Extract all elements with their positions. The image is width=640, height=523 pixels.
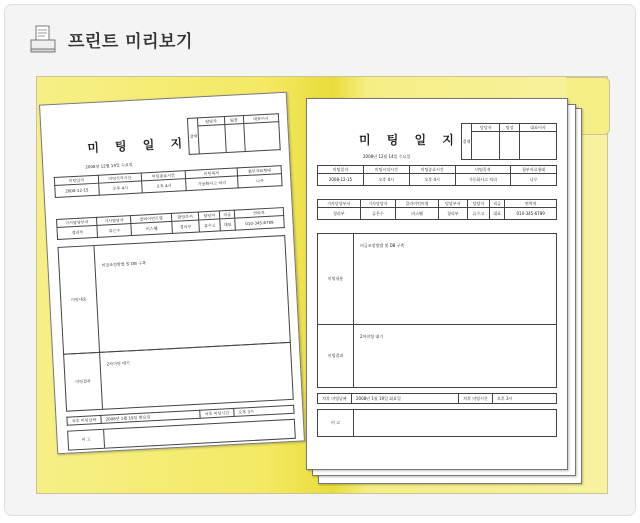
col-header: 미팅종료시간 <box>409 166 455 174</box>
memo-box <box>317 409 557 437</box>
next-time: 오후 3시 <box>493 394 557 404</box>
meeting-content-box <box>57 235 290 355</box>
approval-side-label: 결재 <box>462 124 472 160</box>
cell: 비스웰 <box>131 221 172 235</box>
col-header: 연락처 <box>505 200 557 208</box>
approval-col: 담당자 <box>472 124 500 132</box>
cell: 경리부 <box>438 208 467 220</box>
approval-table <box>187 113 281 155</box>
approval-col: 담당자 <box>197 117 224 126</box>
col-header: 기사담당부서 <box>57 217 98 227</box>
meeting-info-table <box>317 165 557 186</box>
cell: 비스웰 <box>396 208 439 220</box>
approval-col: 팀장 <box>224 116 243 125</box>
printer-icon <box>28 24 58 54</box>
cell: 류수고 <box>467 208 489 220</box>
cell: 경리부 <box>318 208 361 220</box>
meeting-result-box <box>63 342 294 412</box>
doc-date: 2008년 12월 14일 수요일 <box>85 161 133 170</box>
contact-table <box>56 207 285 240</box>
meeting-label: 미팅내용 <box>59 246 100 354</box>
cell: 가동화사고 처리 <box>185 176 238 191</box>
col-header: 미팅목적 <box>185 168 238 179</box>
col-header: 첨부자료형태 <box>511 166 557 174</box>
document-page-left <box>39 92 305 454</box>
cell: 류은수 <box>360 208 396 220</box>
cell: 010-345-6789 <box>505 208 557 220</box>
col-header: 담당부서 <box>438 200 467 208</box>
cell: 010-345-6789 <box>235 216 285 231</box>
result-text: 2차미팅 대기 <box>106 360 130 367</box>
next-date: 2008년 1월 19일 화요일 <box>352 394 459 404</box>
cell: 경리부 <box>57 225 98 239</box>
col-header: 첨부자료형태 <box>238 166 282 176</box>
cell: 나무 <box>238 174 282 188</box>
doc-date: 2008년 12월 14일 수요일 <box>363 154 411 159</box>
col-header: 기사담당부서 <box>318 200 361 208</box>
doc-title: 미 팅 일 지 <box>359 133 460 147</box>
approval-col: 팀장 <box>500 124 520 132</box>
contact-table <box>317 199 557 220</box>
meeting-text: 비금조정방법 및 DB 구축 <box>360 243 405 248</box>
cell: 오후 4시 <box>363 174 409 186</box>
col-header: 클라이언트명 <box>396 200 439 208</box>
cell: 대표 <box>220 218 235 231</box>
col-header: 기사담당자 <box>360 200 396 208</box>
col-header: 담당부서 <box>171 212 199 221</box>
cell: 경리부 <box>172 220 200 233</box>
approval-col: 대표이사 <box>243 114 279 124</box>
col-header: 직급 <box>489 200 504 208</box>
col-header: 미팅일자 <box>318 166 364 174</box>
cell: 2008-12-15 <box>318 174 364 186</box>
cell: 류은수 <box>97 224 132 238</box>
next-label: 차후 미팅날짜 <box>318 394 352 404</box>
cell: 오후 4시 <box>98 181 142 195</box>
next-label: 차후 미팅날짜 <box>67 415 101 425</box>
memo-label: 비 고 <box>68 430 105 450</box>
result-label: 미팅결과 <box>318 325 354 387</box>
next-meeting-table <box>317 393 557 404</box>
col-header: 직급 <box>220 210 235 219</box>
col-header: 미팅시작시간 <box>363 166 409 174</box>
cell: 대표 <box>489 208 504 220</box>
col-header: 미팅시작시간 <box>98 173 142 183</box>
next-date: 2008년 1월 19일 화요일 <box>101 410 200 423</box>
meeting-text: 비금조정방법 및 DB 구축 <box>101 260 146 268</box>
approval-table <box>461 123 557 160</box>
col-header: 기사담당자 <box>97 216 131 226</box>
meeting-result-box <box>317 324 557 388</box>
col-header: 담당자 <box>467 200 489 208</box>
col-header: 클라이언트명 <box>131 213 172 223</box>
next-time: 오후 3시 <box>234 405 294 416</box>
col-header: 연락처 <box>234 208 283 219</box>
memo-label: 비 고 <box>318 410 354 436</box>
col-header: 담당자 <box>199 211 220 220</box>
meeting-label: 미팅내용 <box>318 234 354 324</box>
cell: 오후 4시 <box>409 174 455 186</box>
approval-col: 대표이사 <box>519 124 556 132</box>
meeting-content-box <box>317 233 557 325</box>
col-header: 미팅일자 <box>54 175 98 185</box>
col-header: 미팅종료시간 <box>141 171 185 181</box>
document-page-right <box>306 98 568 470</box>
result-text: 2차미팅 대기 <box>360 334 384 339</box>
cell: 나무 <box>511 174 557 186</box>
next-time-label: 차후 미팅시간 <box>459 394 493 404</box>
meeting-info-table <box>54 161 283 198</box>
doc-title: 미 팅 일 지 <box>86 135 189 156</box>
next-time-label: 차후 미팅시간 <box>200 408 234 418</box>
approval-side-label: 결재 <box>187 118 199 154</box>
cell: 가동화사고 처리 <box>455 174 511 186</box>
header <box>28 24 193 54</box>
cell: 오후 4시 <box>142 179 186 193</box>
cell: 류수고 <box>199 219 221 232</box>
result-label: 미팅결과 <box>64 353 103 411</box>
cell: 2008-12-15 <box>55 183 99 197</box>
page-title: 프린트 미리보기 <box>68 31 193 52</box>
col-header: 미팅목적 <box>455 166 511 174</box>
